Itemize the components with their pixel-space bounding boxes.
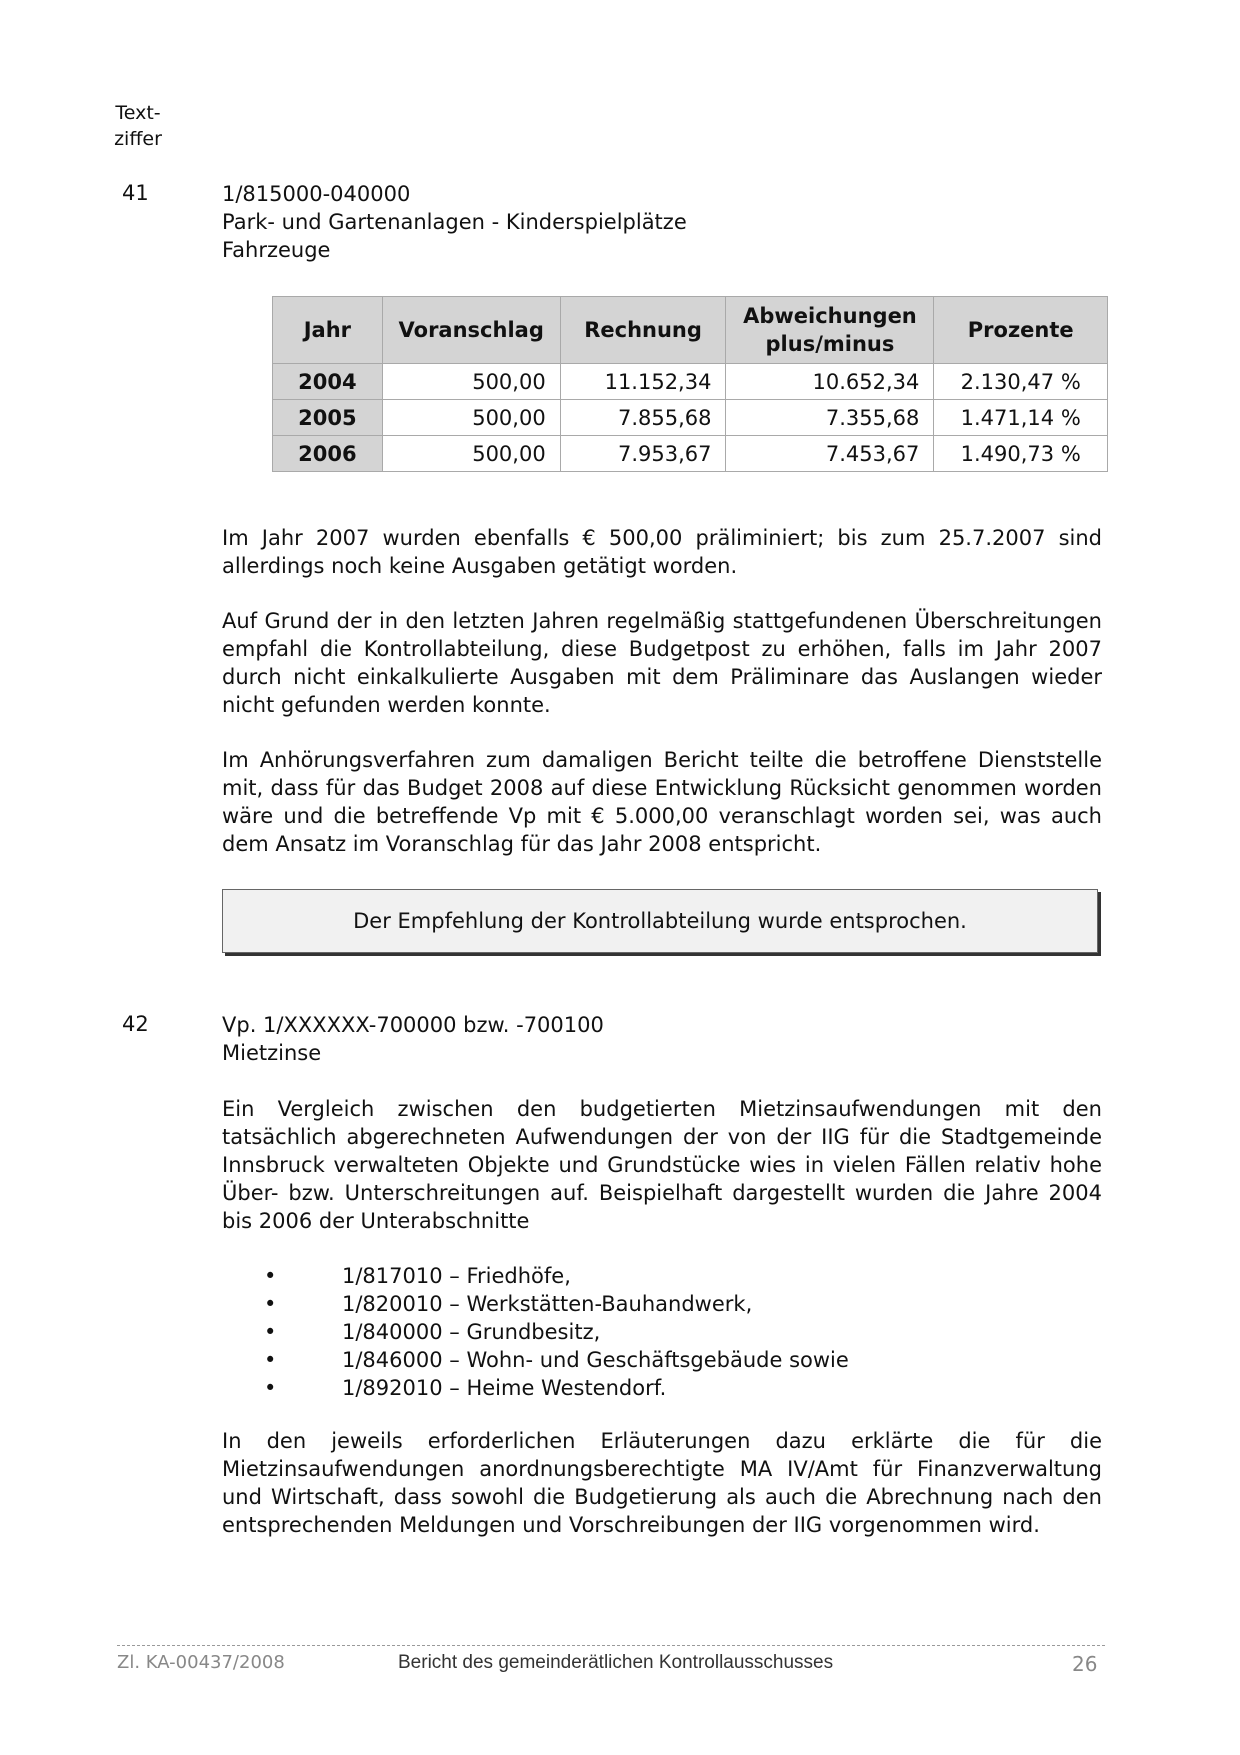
cell-rechnung: 7.855,68: [560, 400, 726, 436]
cell-abweichungen: 10.652,34: [726, 364, 934, 400]
cell-rechnung: 7.953,67: [560, 436, 726, 472]
list-item-text: 1/846000 – Wohn- und Geschäftsgebäude sowie: [342, 1348, 849, 1372]
section-41-subtitle: Fahrzeuge: [222, 238, 331, 262]
header-abweichungen-line2: plus/minus: [765, 332, 895, 356]
marginal-header: [108, 100, 168, 152]
header-rechnung: Rechnung: [560, 297, 726, 364]
recommendation-box: [222, 889, 1098, 953]
bullet-icon: •: [264, 1264, 277, 1288]
cell-voranschlag: 500,00: [382, 400, 560, 436]
footer-title: Bericht des gemeinderätlichen Kontrollausschusses: [398, 1652, 834, 1673]
section-41-paragraph-2: Auf Grund der in den letzten Jahren regelmäßig stattgefundenen Überschreitungen empfahl die Kontrollabteilung, diese Budgetpost zu erhöhen, falls im Jahr 2007 durch nicht einkalkulierte Ausgaben mit dem Präliminare das Auslangen wieder nicht gefunden werden konnte.: [222, 609, 1102, 717]
footer-divider: [117, 1645, 1105, 1646]
list-item: [222, 1374, 849, 1402]
footer-reference: Zl. KA-00437/2008: [117, 1652, 285, 1673]
cell-jahr: 2004: [273, 364, 383, 400]
section-42-heading: [222, 1011, 604, 1067]
page-number: 26: [1072, 1652, 1098, 1676]
table-row: [273, 400, 1108, 436]
list-item-text: 1/817010 – Friedhöfe,: [342, 1264, 571, 1288]
cell-jahr: 2006: [273, 436, 383, 472]
header-jahr: Jahr: [273, 297, 383, 364]
table-row: [273, 436, 1108, 472]
cell-rechnung: 11.152,34: [560, 364, 726, 400]
bullet-icon: •: [264, 1320, 277, 1344]
header-prozente: Prozente: [934, 297, 1108, 364]
bullet-icon: •: [264, 1348, 277, 1372]
cell-voranschlag: 500,00: [382, 436, 560, 472]
header-abweichungen-line1: Abweichungen: [743, 304, 917, 328]
marginal-header-line2: ziffer: [114, 128, 162, 150]
bullet-icon: •: [264, 1292, 277, 1316]
section-42-paragraph-1: Ein Vergleich zwischen den budgetierten Mietzinsaufwendungen mit den tatsächlich abgerechneten Aufwendungen der von der IIG für die Stadtgemeinde Innsbruck verwalteten Objekte und Grundstücke wies in vielen Fällen relativ hohe Über- bzw. Unterschreitungen auf. Beispielhaft dargestellt wurden die Jahre 2004 bis 2006 der Unterabschnitte: [222, 1097, 1102, 1233]
cell-jahr: 2005: [273, 400, 383, 436]
recommendation-text: Der Empfehlung der Kontrollabteilung wurde entsprochen.: [353, 909, 967, 933]
section-42-account: Vp. 1/XXXXXX-700000 bzw. -700100: [222, 1013, 604, 1037]
section-41-account: 1/815000-040000: [222, 182, 411, 206]
table-row: [273, 364, 1108, 400]
cell-prozente: 1.490,73 %: [934, 436, 1108, 472]
cell-abweichungen: 7.355,68: [726, 400, 934, 436]
section-41-paragraph-3: Im Anhörungsverfahren zum damaligen Bericht teilte die betroffene Dienststelle mit, dass für das Budget 2008 auf diese Entwicklung Rücksicht genommen worden wäre und die betreffende Vp mit € 5.000,00 veranschlagt worden sei, was auch dem Ansatz im Voranschlag für das Jahr 2008 entspricht.: [222, 748, 1102, 856]
list-item: [222, 1290, 849, 1318]
section-42-title: Mietzinse: [222, 1041, 322, 1065]
subsection-list: [222, 1262, 849, 1402]
header-voranschlag: Voranschlag: [382, 297, 560, 364]
section-41-title: Park- und Gartenanlagen - Kinderspielplätze: [222, 210, 687, 234]
budget-table: [272, 296, 1108, 472]
cell-abweichungen: 7.453,67: [726, 436, 934, 472]
section-41-heading: [222, 180, 687, 264]
section-41-number: 41: [122, 181, 149, 205]
cell-prozente: 2.130,47 %: [934, 364, 1108, 400]
list-item-text: 1/840000 – Grundbesitz,: [342, 1320, 601, 1344]
header-abweichungen: [726, 297, 934, 364]
list-item: [222, 1318, 849, 1346]
list-item-text: 1/892010 – Heime Westendorf.: [342, 1376, 667, 1400]
table-header-row: [273, 297, 1108, 364]
section-42-paragraph-2: In den jeweils erforderlichen Erläuterungen dazu erklärte die für die Mietzinsaufwendungen anordnungsberechtigte MA IV/Amt für Finanzverwaltung und Wirtschaft, dass sowohl die Budgetierung als auch die Abrechnung nach den entsprechenden Meldungen und Vorschreibungen der IIG vorgenommen wird.: [222, 1429, 1102, 1537]
section-41-paragraph-1: Im Jahr 2007 wurden ebenfalls € 500,00 präliminiert; bis zum 25.7.2007 sind allerdings noch keine Ausgaben getätigt worden.: [222, 526, 1102, 578]
list-item-text: 1/820010 – Werkstätten-Bauhandwerk,: [342, 1292, 753, 1316]
bullet-icon: •: [264, 1376, 277, 1400]
cell-prozente: 1.471,14 %: [934, 400, 1108, 436]
cell-voranschlag: 500,00: [382, 364, 560, 400]
section-42-number: 42: [122, 1012, 149, 1036]
list-item: [222, 1262, 849, 1290]
marginal-header-line1: Text-: [115, 102, 161, 124]
list-item: [222, 1346, 849, 1374]
